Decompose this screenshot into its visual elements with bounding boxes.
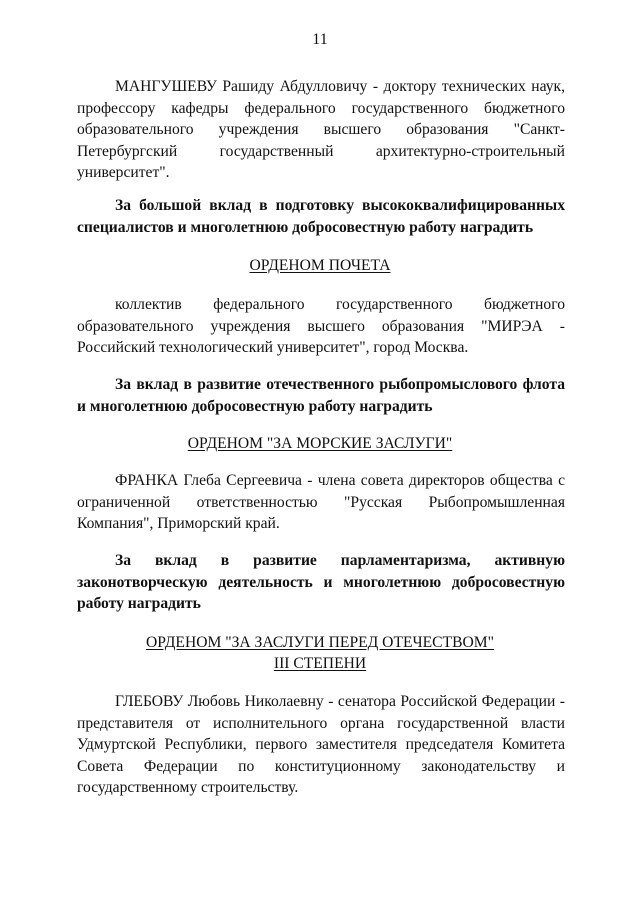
award-reason-2: За вклад в развитие отечественного рыбопромыслового флота и многолетнюю добросовестную работу наградить <box>77 376 565 415</box>
recipient-glebova: ГЛЕБОВУ Любовь Николаевну - сенатора Российской Федерации - представителя от исполнительного органа государственной власти Удмуртской Республики, первого заместителя председателя Комитета Совета Федерации по конституционному законодательству и государственному строительству. <box>77 693 565 796</box>
award-title-3-line2-text: III СТЕПЕНИ <box>273 655 367 672</box>
recipient-mangushev: МАНГУШЕВУ Рашиду Абдулловичу - доктору технических наук, профессору кафедры федерального государственного бюджетного образовательного учреждения высшего образования "Санкт-Петербургский государственный архитектурно-строительный университет". <box>77 78 565 181</box>
page-number: 11 <box>312 31 328 48</box>
award-title-2 <box>0 433 640 455</box>
award-title-2-text: ОРДЕНОМ "ЗА МОРСКИЕ ЗАСЛУГИ" <box>187 435 453 452</box>
award-title-1 <box>0 255 640 277</box>
award-title-3-line2 <box>0 653 640 675</box>
award-title-3-line1 <box>0 632 640 654</box>
award-reason-3: За вклад в развитие парламентаризма, активную законотворческую деятельность и многолетнюю добросовестную работу наградить <box>77 552 565 612</box>
award-reason-1: За большой вклад в подготовку высококвалифицированных специалистов и многолетнюю добросовестную работу наградить <box>77 197 565 236</box>
award-title-3-line1-text: ОРДЕНОМ "ЗА ЗАСЛУГИ ПЕРЕД ОТЕЧЕСТВОМ" <box>146 634 494 651</box>
recipient-mirea: коллектив федерального государственного бюджетного образовательного учреждения высшего образования "МИРЭА - Российский технологический университет", город Москва. <box>77 296 565 356</box>
award-title-1-text: ОРДЕНОМ ПОЧЕТА <box>249 257 391 274</box>
recipient-franka: ФРАНКА Глеба Сергеевича - члена совета директоров общества с ограниченной ответственностью "Русская Рыбопромышленная Компания", Приморский край. <box>77 472 565 532</box>
